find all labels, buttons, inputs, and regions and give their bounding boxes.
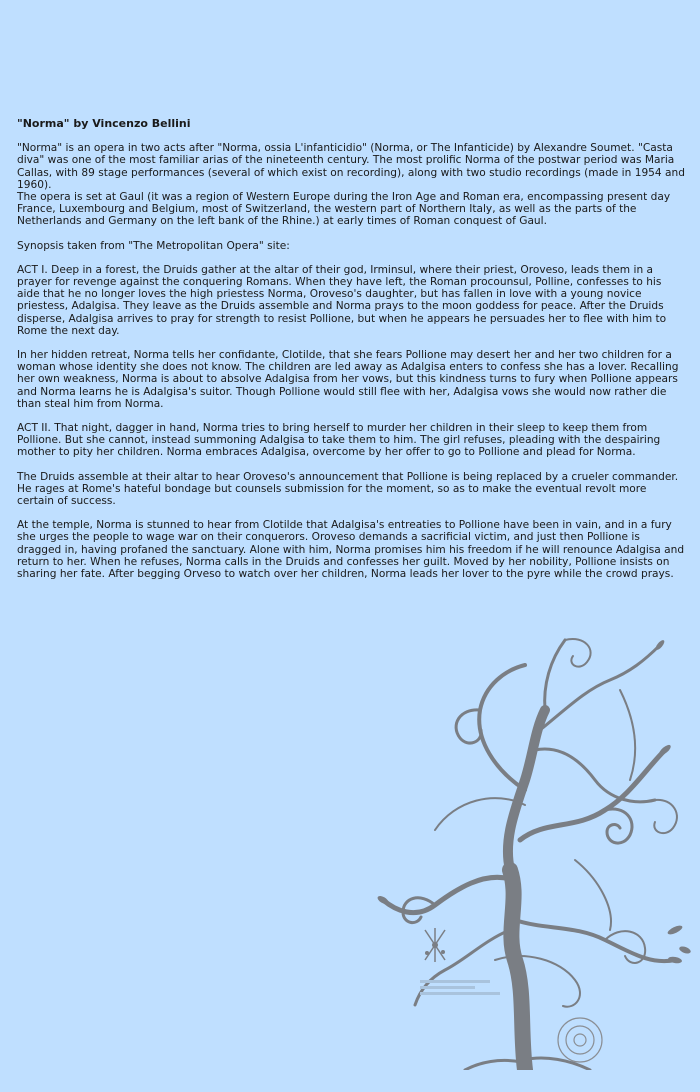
paragraph-druids: The Druids assemble at their altar to hear Oroveso's announcement that Pollione is being replaced by a crueler commander. He rages at Rome's hateful bondage but counsels submission for the moment, so as to make the eventual revolt more certain of success. [17, 470, 679, 508]
paragraph-act-2: ACT II. That night, dagger in hand, Norma tries to bring herself to murder her children in their sleep to keep them from Pollione. But she cannot, instead summoning Adalgisa to take them to him. The girl refuses, pleading with the despairing mother to pity her children. Norma embraces Adalgisa, overcome by her offer to go to Pollione and plead for Norma. [17, 422, 661, 459]
article-title: "Norma" by Vincenzo Bellini [17, 117, 191, 130]
article [17, 118, 685, 592]
paragraph-setting: The opera is set at Gaul (it was a region of Western Europe during the Iron Age and Roman era, encompassing present day France, Luxembourg and Belgium, most of Switzerland, the western part of Northern Italy, as well as the parts of the Netherlands and Germany on the left bank of the Rhine.) at early times of Roman conquest of Gaul. [17, 191, 671, 228]
paragraph-act-1: ACT I. Deep in a forest, the Druids gather at the altar of their god, Irminsul, where their priest, Oroveso, leads them in a prayer for revenge against the conquering Romans. When they have left, the Roman procounsul, Polline, confesses to his aide that he no longer loves the high priestess Norma, Oroveso's daughter, but has fallen in love with a young novice priestess, Adalgisa. They leave as the Druids assemble and Norma prays to the moon goddess for peace. After the Druids disperse, Adalgisa arrives to pray for strength to resist Pollione, but when he appears he persuades her to flee with him to Rome the next day. [17, 263, 667, 337]
paragraph-temple: At the temple, Norma is stunned to hear from Clotilde that Adalgisa's entreaties to Pollione have been in vain, and in a fury she urges the people to wage war on their conquerors. Oroveso demands a sacrificial victim, and just then Pollione is dragged in, having profaned the sanctuary. Alone with him, Norma promises him his freedom if he will renounce Adalgisa and return to her. When he refuses, Norma calls in the Druids and confesses her guilt. Moved by her nobility, Pollione insists on sharing her fate. After begging Orveso to watch over her children, Norma leads her lover to the pyre while the crowd prays. [17, 519, 685, 581]
paragraph-intro: "Norma" is an opera in two acts after "Norma, ossia L'infanticidio" (Norma, or The Infanticide) by Alexandre Soumet. "Casta diva" was one of the most familiar arias of the nineteenth century. The most prolific Norma of the postwar period was Maria Callas, with 89 stage performances (several of which exist on recording), along with two studio recordings (made in 1954 and 1960). [17, 142, 685, 191]
paragraph-synopsis-source: Synopsis taken from "The Metropolitan Opera" site: [17, 239, 290, 252]
decorative-tree-illustration [375, 630, 700, 1070]
paragraph-act-1-retreat: In her hidden retreat, Norma tells her confidante, Clotilde, that she fears Pollione may desert her and her two children for a woman whose identity she does not know. The children are led away as Adalgisa enters to confess she has a lover. Recalling her own weakness, Norma is about to absolve Adalgisa from her vows, but this kindness turns to fury when Pollione appears and Norma learns he is Adalgisa's suitor. Though Pollione would still flee with her, Adalgisa vows she would now rather die than steal him from Norma. [17, 349, 679, 410]
